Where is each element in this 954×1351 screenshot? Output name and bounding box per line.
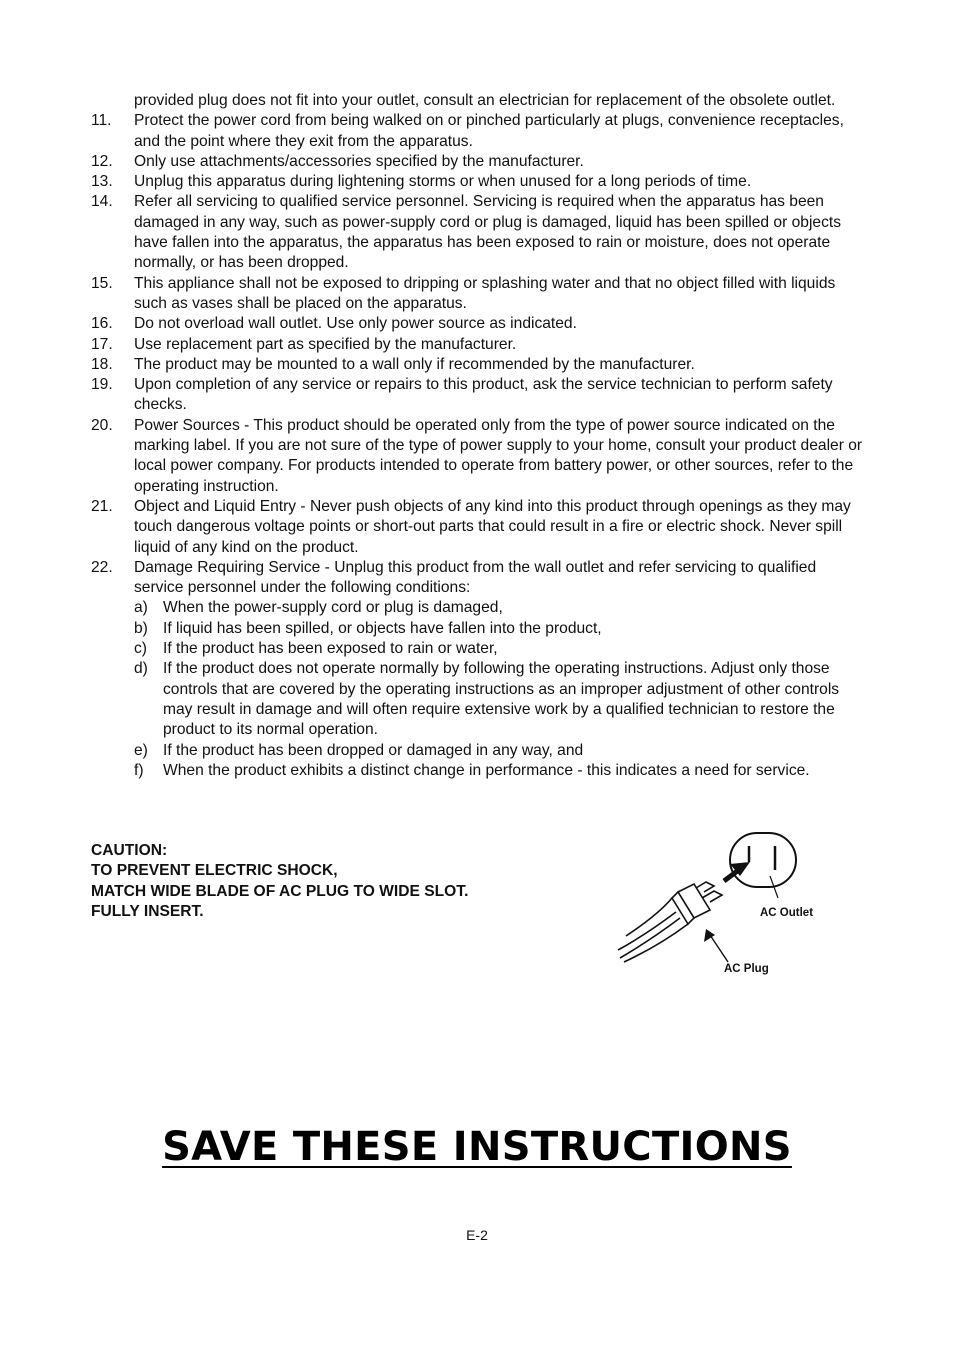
sub-list-item <box>134 598 866 618</box>
item-number: 19. <box>91 376 113 394</box>
ac-plug-label: AC Plug <box>724 963 769 975</box>
item-text: Only use attachments/accessories specified by the manufacturer. <box>134 152 584 170</box>
item-number: 20. <box>91 416 113 434</box>
sub-item-text: If the product does not operate normally by following the operating instructions. Adjust only those controls that are covered by the operating instructions as an improper adjustment of other controls may result in damage and will often require extensive work by a qualified technician to restore the product to its normal operation. <box>163 660 840 739</box>
caution-line: FULLY INSERT. <box>91 902 204 920</box>
page-number: E-2 <box>466 1227 488 1243</box>
item-number: 18. <box>91 355 113 373</box>
list-item <box>91 192 866 273</box>
item-text: The product may be mounted to a wall only if recommended by the manufacturer. <box>134 355 695 373</box>
sub-item-letter: b) <box>134 619 148 637</box>
ac-outlet-label: AC Outlet <box>760 907 814 919</box>
item-number: 13. <box>91 173 113 191</box>
item-text: Unplug this apparatus during lightening storms or when unused for a long periods of time. <box>134 173 752 191</box>
sub-list-item <box>134 619 866 639</box>
item-text: Protect the power cord from being walked on or pinched particularly at plugs, convenience receptacles, and the point where they exit from the apparatus. <box>134 112 844 150</box>
item-text: Object and Liquid Entry - Never push objects of any kind into this product through openings as they may touch dangerous voltage points or short-out parts that could result in a fire or electric shock. Never spill liquid of any kind on the product. <box>134 497 851 556</box>
item-number: 12. <box>91 152 113 170</box>
item-text: provided plug does not fit into your outlet, consult an electrician for replacement of the obsolete outlet. <box>134 92 836 109</box>
item-number: 14. <box>91 193 113 211</box>
sub-item-letter: a) <box>134 599 148 617</box>
sub-list-item <box>134 741 866 761</box>
list-item <box>91 355 866 375</box>
list-item <box>91 497 866 558</box>
sub-item-letter: c) <box>134 640 147 658</box>
safety-instructions-list <box>91 91 866 781</box>
list-item <box>91 274 866 315</box>
list-item <box>91 558 866 781</box>
sub-list-item <box>134 639 866 659</box>
list-item <box>91 111 866 152</box>
list-item-continuation <box>91 91 866 111</box>
sub-item-text: If the product has been dropped or damaged in any way, and <box>163 741 584 759</box>
item-text: Use replacement part as specified by the manufacturer. <box>134 335 517 353</box>
sub-item-text: If liquid has been spilled, or objects have fallen into the product, <box>163 619 602 637</box>
caution-line: TO PREVENT ELECTRIC SHOCK, <box>91 862 338 880</box>
sub-item-letter: d) <box>134 660 148 678</box>
item-number: 17. <box>91 335 113 353</box>
ac-plug-diagram <box>610 828 825 980</box>
item-text: Do not overload wall outlet. Use only power source as indicated. <box>134 315 577 333</box>
sub-item-letter: f) <box>134 761 144 779</box>
item-number: 16. <box>91 315 113 333</box>
sub-item-text: If the product has been exposed to rain or water, <box>163 640 498 658</box>
sub-item-text: When the power-supply cord or plug is damaged, <box>163 599 503 617</box>
item-text: This appliance shall not be exposed to dripping or splashing water and that no object filled with liquids such as vases shall be placed on the apparatus. <box>134 274 836 312</box>
sub-item-text: When the product exhibits a distinct change in performance - this indicates a need for service. <box>163 761 810 779</box>
save-heading-text: SAVE THESE INSTRUCTIONS <box>162 1124 792 1170</box>
ac-plug-icon <box>618 882 722 962</box>
item-text: Upon completion of any service or repairs to this product, ask the service technician to perform safety checks. <box>134 376 833 414</box>
sub-list-item <box>134 659 866 740</box>
item-number: 15. <box>91 274 113 292</box>
plug-outlet-illustration <box>610 828 825 980</box>
plug-pointer-arrow-icon <box>704 929 728 962</box>
list-item <box>91 375 866 416</box>
item-text: Refer all servicing to qualified service personnel. Servicing is required when the apparatus has been damaged in any way, such as power-supply cord or plug is damaged, liquid has been spilled or objects have fallen into the apparatus, the apparatus has been exposed to rain or moisture, does not operate normally, or has been dropped. <box>134 193 842 272</box>
list-item <box>91 152 866 172</box>
sub-item-letter: e) <box>134 741 148 759</box>
list-item <box>91 314 866 334</box>
caution-heading: CAUTION: <box>91 842 168 859</box>
item-text: Damage Requiring Service - Unplug this product from the wall outlet and refer servicing to qualified service personnel under the following conditions: <box>134 558 817 597</box>
caution-line: MATCH WIDE BLADE OF AC PLUG TO WIDE SLOT. <box>91 882 469 900</box>
item-number: 22. <box>91 558 113 576</box>
item-text: Power Sources - This product should be operated only from the type of power source indicated on the marking label. If you are not sure of the type of power supply to your home, consult your product dealer or local power company. For products intended to operate from battery power, or other sources, refer to the operating instruction. <box>134 416 863 495</box>
sub-list-item <box>134 761 866 781</box>
list-item <box>91 335 866 355</box>
item-number: 11. <box>91 112 112 130</box>
item-number: 21. <box>91 497 113 515</box>
list-item <box>91 416 866 497</box>
save-instructions-heading <box>0 1124 954 1170</box>
caution-block <box>91 841 468 922</box>
list-item <box>91 172 866 192</box>
